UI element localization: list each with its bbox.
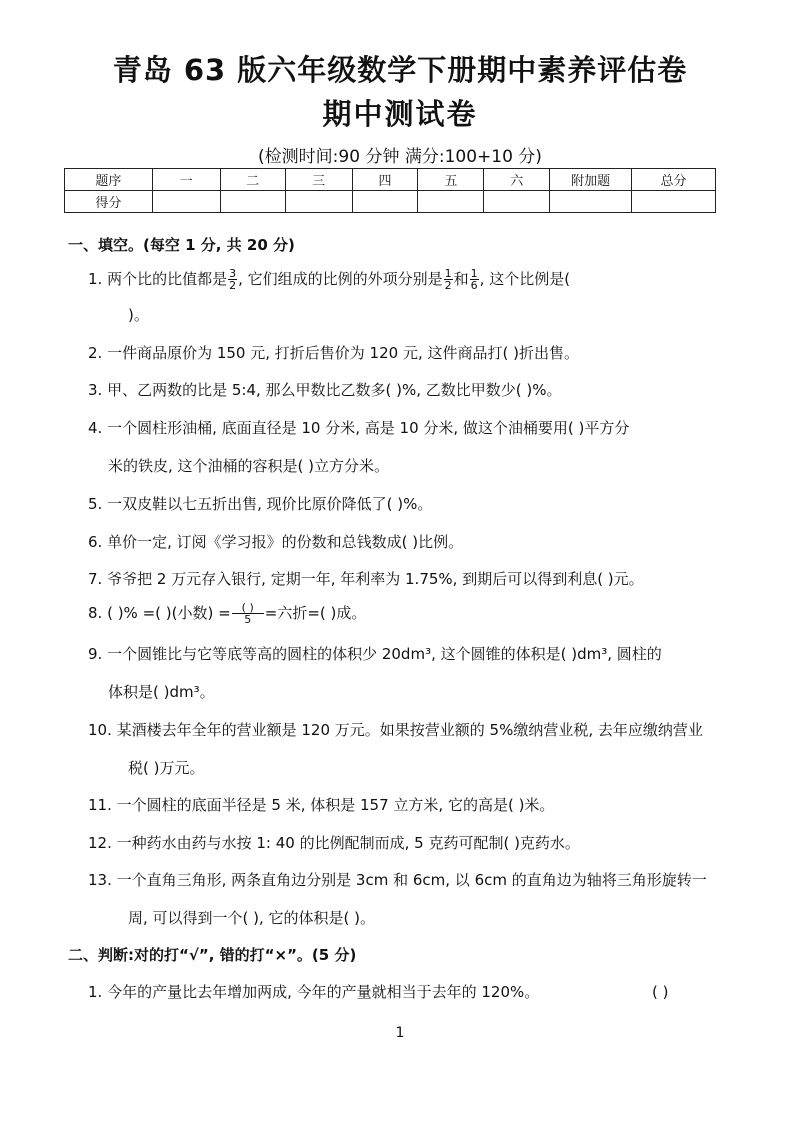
score-header-cell: 三	[285, 169, 352, 191]
score-header-cell: 总分	[632, 169, 716, 191]
question-text: , 它们组成的比例的外项分别是	[238, 270, 443, 288]
page-subtitle: 期中测试卷	[322, 97, 478, 131]
score-cell	[550, 191, 632, 213]
question-10: 10. 某酒楼去年全年的营业额是 120 万元。如果按营业额的 5%缴纳营业税, 去年应缴纳营业	[88, 721, 703, 739]
fraction	[470, 268, 479, 291]
score-header-cell: 五	[418, 169, 484, 191]
question-9-cont: 体积是( )dm³。	[108, 683, 215, 701]
exam-meta: (检测时间:90 分钟 满分:100+10 分)	[258, 147, 542, 167]
question-text: =六折=( )成。	[264, 604, 367, 622]
score-row-label: 得分	[65, 191, 153, 213]
question-2: 2. 一件商品原价为 150 元, 打折后售价为 120 元, 这件商品打( )折出售。	[88, 344, 579, 362]
score-header-cell: 四	[352, 169, 418, 191]
fraction-numerator: 1	[444, 267, 452, 280]
score-table-header-row	[65, 169, 716, 191]
score-header-cell: 附加题	[550, 169, 632, 191]
fraction-numerator: 1	[470, 267, 478, 280]
fraction-denominator: 5	[244, 613, 252, 626]
score-header-cell: 六	[484, 169, 550, 191]
question-4-cont: 米的铁皮, 这个油桶的容积是( )立方分米。	[108, 457, 390, 475]
section-2-heading: 二、判断:对的打“√”, 错的打“×”。(5 分)	[68, 946, 357, 964]
score-cell	[285, 191, 352, 213]
question-5: 5. 一双皮鞋以七五折出售, 现价比原价降低了( )%。	[88, 495, 433, 513]
score-cell	[152, 191, 220, 213]
fraction	[444, 268, 453, 291]
section-1-heading: 一、填空。(每空 1 分, 共 20 分)	[68, 236, 295, 254]
score-table-score-row	[65, 191, 716, 213]
question-1-cont: )。	[128, 306, 149, 324]
judge-question-1: 1. 今年的产量比去年增加两成, 今年的产量就相当于去年的 120%。	[88, 983, 540, 1001]
judge-answer-paren: ( )	[652, 983, 669, 1001]
question-7: 7. 爷爷把 2 万元存入银行, 定期一年, 年利率为 1.75%, 到期后可以得到利息( )元。	[88, 570, 644, 588]
question-13-cont: 周, 可以得到一个( ), 它的体积是( )。	[128, 909, 376, 927]
fraction-numerator: 3	[229, 267, 237, 280]
question-4: 4. 一个圆柱形油桶, 底面直径是 10 分米, 高是 10 分米, 做这个油桶要用( )平方分	[88, 419, 630, 437]
question-text: 和	[453, 270, 469, 288]
score-header-cell: 一	[152, 169, 220, 191]
score-table	[64, 168, 716, 213]
score-header-cell: 题序	[65, 169, 153, 191]
question-text: , 这个比例是(	[479, 270, 571, 288]
score-cell	[352, 191, 418, 213]
question-10-cont: 税( )万元。	[128, 759, 205, 777]
score-header-cell: 二	[220, 169, 285, 191]
score-cell	[632, 191, 716, 213]
fraction-denominator: 2	[444, 279, 452, 292]
fraction-denominator: 2	[229, 279, 237, 292]
question-8	[88, 602, 366, 625]
question-text: 1. 两个比的比值都是	[88, 270, 228, 288]
score-cell	[418, 191, 484, 213]
score-cell	[220, 191, 285, 213]
question-12: 12. 一种药水由药与水按 1: 40 的比例配制而成, 5 克药可配制( )克药水。	[88, 834, 580, 852]
page-number: 1	[395, 1025, 405, 1041]
question-6: 6. 单价一定, 订阅《学习报》的份数和总钱数成( )比例。	[88, 533, 464, 551]
score-cell	[484, 191, 550, 213]
question-3: 3. 甲、乙两数的比是 5:4, 那么甲数比乙数多( )%, 乙数比甲数少( )%。	[88, 381, 562, 399]
question-1	[88, 268, 570, 291]
fraction	[232, 602, 264, 625]
question-13: 13. 一个直角三角形, 两条直角边分别是 3cm 和 6cm, 以 6cm 的直角边为轴将三角形旋转一	[88, 871, 707, 889]
question-text: 8. ( )% =( )(小数) =	[88, 604, 231, 622]
page-title: 青岛 63 版六年级数学下册期中素养评估卷	[112, 53, 688, 87]
fraction-numerator: ( )	[232, 602, 264, 614]
fraction	[228, 268, 237, 291]
question-11: 11. 一个圆柱的底面半径是 5 米, 体积是 157 立方米, 它的高是( )米。	[88, 796, 555, 814]
fraction-denominator: 6	[470, 279, 478, 292]
question-9: 9. 一个圆锥比与它等底等高的圆柱的体积少 20dm³, 这个圆锥的体积是( )dm³, 圆柱的	[88, 645, 662, 663]
